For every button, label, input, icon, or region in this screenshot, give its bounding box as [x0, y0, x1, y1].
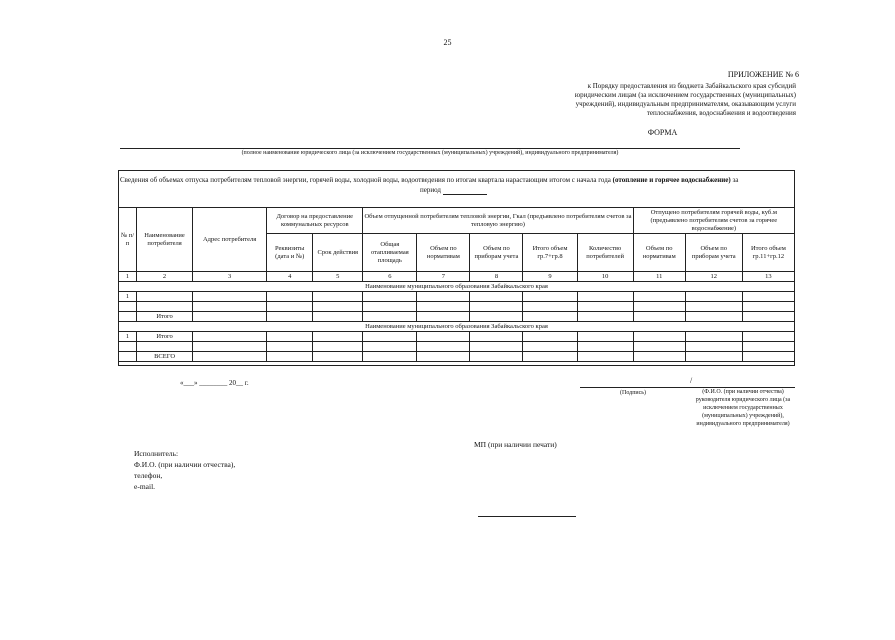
column-number: 7	[417, 272, 470, 282]
executor-fio: Ф.И.О. (при наличии отчества),	[134, 460, 236, 469]
header-consumer-name: Наименование потребителя	[137, 208, 193, 272]
column-number: 13	[742, 272, 794, 282]
column-number: 6	[363, 272, 417, 282]
executor-email: e-mail.	[134, 482, 156, 491]
appendix-line: учреждений), индивидуальным предпринимателям, оказывающим услуги	[575, 100, 796, 108]
organization-name-caption: (полное наименование юридического лица (за исключением государственных (муниципальных) учреждений), индивидуального предпринимателя)	[241, 150, 619, 156]
column-number: 1	[119, 272, 137, 282]
header-heated-area: Общая отапливаемая площадь	[363, 234, 417, 272]
header-volume-meter: Объем по приборам учета	[470, 234, 523, 272]
column-number: 2	[137, 272, 193, 282]
signature-caption: (Подпись)	[620, 390, 647, 396]
column-number: 5	[313, 272, 363, 282]
appendix-title: ПРИЛОЖЕНИЕ № 6	[727, 70, 799, 79]
report-description-bold: (отопление и горячее водоснабжение)	[612, 176, 731, 184]
appendix-description	[480, 82, 800, 118]
header-hot-total: Итого объем гр.11+гр.12	[742, 234, 794, 272]
section-title: Наименование муниципального образования Забайкальского края	[119, 322, 795, 332]
header-term: Срок действия	[313, 234, 363, 272]
head-fio-caption: (Ф.И.О. (при наличии отчества) руководителя юридического лица (за исключением государственных (муниципальных) учреждений), индивидуального предпринимателя)	[695, 389, 791, 427]
appendix-line: к Порядку предоставления из бюджета Забайкальского края субсидий	[587, 82, 796, 90]
date-field: «___» ________ 20__ г.	[180, 379, 249, 387]
row-number: 1	[119, 332, 137, 342]
header-number: № п/п	[119, 208, 137, 272]
header-address: Адрес потребителя	[193, 208, 267, 272]
page-number: 25	[443, 38, 452, 47]
subtotal-label: Итого	[137, 312, 193, 322]
executor-label: Исполнитель:	[134, 449, 179, 458]
subtotal-row	[119, 312, 795, 322]
row-number: 1	[119, 292, 137, 302]
report-description-tail: за	[732, 176, 739, 184]
subtotal-row	[119, 332, 795, 342]
header-volume-total: Итого объем гр.7+гр.8	[523, 234, 577, 272]
column-number-row	[119, 272, 795, 282]
table-row	[119, 342, 795, 352]
column-number: 3	[193, 272, 267, 282]
consumption-table	[118, 207, 795, 362]
header-hot-norm: Объем по нормативам	[633, 234, 685, 272]
appendix-line: теплоснабжения, водоснабжения и водоотведения	[646, 109, 796, 117]
column-number: 4	[267, 272, 313, 282]
section-row	[119, 282, 795, 292]
signature-separator: /	[690, 376, 693, 385]
column-number: 11	[633, 272, 685, 282]
header-hot-water: Отпущено потребителям горячей воды, куб.м (предъявлено потребителям счетов за горячее водоснабжение)	[633, 208, 794, 234]
column-number: 9	[523, 272, 577, 282]
column-number: 12	[685, 272, 742, 282]
total-label: ВСЕГО	[137, 352, 193, 362]
subtotal-label: Итого	[137, 332, 193, 342]
table-row	[119, 292, 795, 302]
header-contract: Договор на предоставление коммунальных ресурсов	[267, 208, 363, 234]
period-blank[interactable]	[443, 186, 487, 195]
organization-name-line	[120, 148, 740, 149]
table-row	[119, 302, 795, 312]
executor-block	[134, 448, 235, 492]
appendix-line: юридическим лицам (за исключением государственных (муниципальных)	[574, 91, 796, 99]
period-label: период	[420, 186, 441, 194]
section-row	[119, 322, 795, 332]
total-row	[119, 352, 795, 362]
bottom-line	[478, 516, 576, 517]
column-number: 8	[470, 272, 523, 282]
section-title: Наименование муниципального образования Забайкальского края	[119, 282, 795, 292]
report-description	[120, 175, 795, 195]
header-consumer-count: Количество потребителей	[577, 234, 633, 272]
form-title: ФОРМА	[647, 128, 678, 137]
stamp-place: МП (при наличии печати)	[474, 440, 557, 449]
header-hot-meter: Объем по приборам учета	[685, 234, 742, 272]
executor-phone: телефон,	[134, 471, 163, 480]
header-heat-energy: Объем отпущенной потребителям тепловой энергии, Гкал (предъявлено потребителям счетов за тепловую энергию)	[363, 208, 633, 234]
report-description-text: Сведения об объемах отпуска потребителям тепловой энергии, горячей воды, холодной воды, водоотведения по итогам квартала нарастающим итогом с начала года	[120, 176, 611, 184]
header-volume-norm: Объем по нормативам	[417, 234, 470, 272]
header-requisites: Реквизиты (дата и №)	[267, 234, 313, 272]
column-number: 10	[577, 272, 633, 282]
